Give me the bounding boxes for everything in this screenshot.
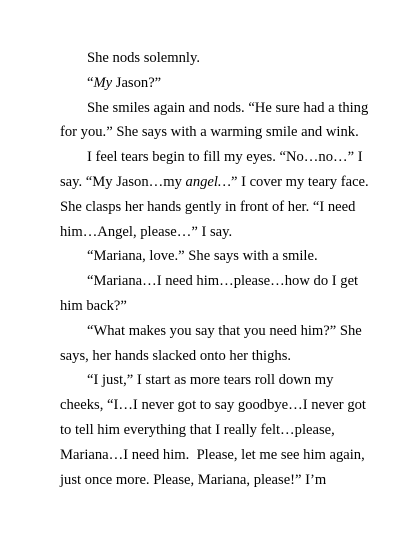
text-line	[60, 294, 365, 319]
text-line	[60, 244, 365, 269]
text-line	[60, 120, 365, 145]
text-run: ” I cover my teary face.	[230, 173, 369, 190]
text-line	[60, 468, 365, 493]
text-run: say. “My Jason…my	[60, 173, 186, 190]
text-run: just once more. Please, Mariana, please!” I’m	[60, 471, 327, 488]
text-run: says, her hands slacked onto her thighs.	[60, 347, 292, 364]
text-line	[60, 96, 369, 121]
text-line	[60, 46, 365, 71]
text-line	[60, 393, 365, 418]
text-line	[60, 319, 365, 344]
text-line	[60, 418, 365, 443]
text-line	[60, 344, 365, 369]
paragraph	[60, 244, 365, 269]
text-run: She smiles again and nods. “He sure had a thing	[87, 99, 369, 116]
text-line	[60, 195, 365, 220]
text-run: She clasps her hands gently in front of her. “I need	[60, 198, 356, 215]
text-line	[60, 145, 365, 170]
text-run: She nods solemnly.	[87, 50, 200, 66]
paragraph	[60, 71, 365, 96]
italic-text: angel…	[185, 173, 231, 190]
text-run: for you.” She says with a warming smile and wink.	[60, 124, 359, 141]
paragraph	[60, 319, 365, 369]
text-run: to tell him everything that I really felt…please,	[60, 421, 335, 438]
text-line	[60, 443, 365, 468]
paragraph	[60, 96, 369, 146]
paragraph	[60, 269, 365, 319]
paragraph	[60, 46, 365, 71]
text-line	[60, 368, 365, 393]
text-line	[60, 170, 369, 195]
text-run: “I just,” I start as more tears roll down my	[87, 372, 334, 389]
text-run: him…Angel, please…” I say.	[60, 223, 233, 240]
text-run: “Mariana, love.” She says with a smile.	[87, 248, 318, 265]
text-run: Mariana…I need him. Please, let me see him again,	[60, 446, 365, 463]
text-line	[60, 220, 365, 245]
text-line	[60, 269, 365, 294]
paragraph	[60, 145, 369, 244]
italic-text: My	[93, 74, 113, 91]
text-run: “Mariana…I need him…please…how do I get	[87, 273, 359, 290]
text-run: Jason?”	[112, 74, 162, 91]
text-line	[60, 71, 365, 96]
text-run: “	[87, 74, 94, 91]
text-run: him back?”	[60, 297, 127, 314]
body-text	[60, 46, 369, 492]
text-run: cheeks, “I…I never got to say goodbye…I never got	[60, 397, 366, 414]
text-run: I feel tears begin to fill my eyes. “No…no…” I	[87, 149, 363, 166]
paragraph	[60, 368, 365, 492]
text-run: “What makes you say that you need him?” She	[87, 322, 362, 339]
